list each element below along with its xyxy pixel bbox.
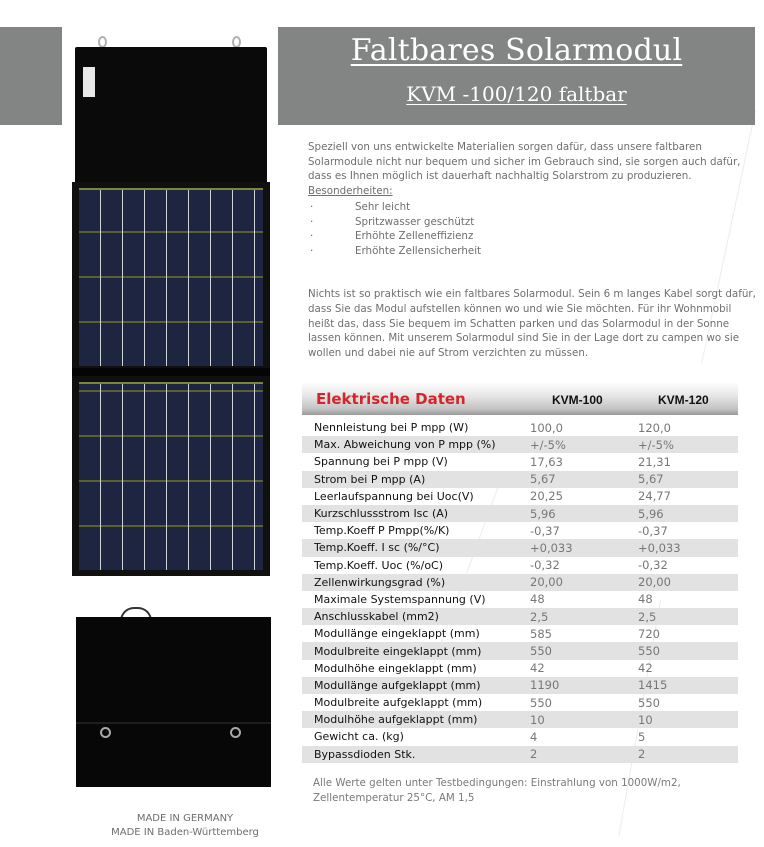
table-row (302, 436, 738, 453)
value-kvm100: 2,5 (530, 609, 549, 624)
value-kvm120: 48 (638, 592, 653, 607)
bag-ring-icon (230, 727, 241, 738)
row-label: Modulhöhe eingeklappt (mm) (314, 661, 477, 675)
page-title: Faltbares Solarmodul (350, 33, 683, 68)
table-row (302, 746, 738, 763)
column-header-kvm120: KVM-120 (658, 393, 709, 407)
description-paragraph: Nichts ist so praktisch wie ein faltbares Solarmodul. Sein 6 m langes Kabel sorgt dafür, dass Sie das Modul aufstellen können wo und wie Sie möchten. Für ihr Wohnmobil heißt das, dass Sie bequem im Schatten parken und das Solarmodul in der Sonne lassen können. Mit unserem Solarmodul sind Sie in der Lage dort zu campen wo sie wollen und dabei nie auf Strom verzichten zu müssen. (308, 288, 756, 360)
value-kvm120: 24,77 (638, 489, 671, 504)
table-row (302, 574, 738, 591)
table-row (302, 677, 738, 694)
table-row (302, 694, 738, 711)
solar-cells (79, 188, 263, 366)
value-kvm120: 550 (638, 644, 660, 659)
bag-fold-line (76, 722, 271, 724)
row-label: Nennleistung bei P mpp (W) (314, 421, 469, 435)
value-kvm100: 550 (530, 695, 552, 710)
table-header (302, 383, 738, 415)
features-list (308, 200, 758, 258)
value-kvm120: 21,31 (638, 454, 671, 469)
footnote: Alle Werte gelten unter Testbedingungen: Einstrahlung von 1000W/m2, Zellentemperatur 25°C, AM 1,5 (313, 777, 681, 804)
value-kvm120: +/-5% (638, 437, 674, 452)
table-row (302, 419, 738, 436)
value-kvm100: +/-5% (530, 437, 566, 452)
list-item: · Erhöhte Zellensicherheit (310, 244, 482, 257)
solar-panel-lower (72, 376, 270, 576)
value-kvm100: 10 (530, 712, 545, 727)
value-kvm100: 42 (530, 661, 545, 676)
row-label: Zellenwirkungsgrad (%) (314, 575, 446, 589)
value-kvm100: -0,32 (530, 558, 560, 573)
value-kvm120: 10 (638, 712, 653, 727)
row-label: Max. Abweichung von P mpp (%) (314, 438, 496, 452)
table-row (302, 625, 738, 642)
table-row (302, 471, 738, 488)
value-kvm100: +0,033 (530, 540, 573, 555)
value-kvm100: 17,63 (530, 454, 563, 469)
value-kvm120: 720 (638, 626, 660, 641)
value-kvm100: 5,96 (530, 506, 556, 521)
value-kvm120: -0,32 (638, 558, 668, 573)
row-label: Spannung bei P mpp (V) (314, 455, 448, 469)
row-label: Modullänge eingeklappt (mm) (314, 627, 480, 641)
row-label: Modulbreite eingeklappt (mm) (314, 644, 482, 658)
value-kvm100: 1190 (530, 678, 560, 693)
row-label: Leerlaufspannung bei Uoc(V) (314, 489, 474, 503)
made-in-germany: MADE IN GERMANY (136, 813, 234, 824)
product-image-unfolded (72, 32, 270, 577)
value-kvm120: 550 (638, 695, 660, 710)
made-in-caption (60, 812, 310, 840)
table-row (302, 591, 738, 608)
value-kvm100: 585 (530, 626, 552, 641)
table-row (302, 557, 738, 574)
value-kvm120: 42 (638, 661, 653, 676)
value-kvm120: 120,0 (638, 420, 671, 435)
table-row (302, 608, 738, 625)
value-kvm120: 5,96 (638, 506, 664, 521)
bullet-icon: · (310, 244, 314, 257)
bullet-icon: · (310, 201, 314, 213)
list-item: · Sehr leicht (310, 201, 411, 213)
value-kvm100: 4 (530, 729, 538, 744)
value-kvm100: -0,37 (530, 523, 560, 538)
intro-paragraph: Speziell von uns entwickelte Materialien sorgen dafür, dass unsere faltbaren Solarmodule nicht nur bequem und sicher im Gebrauch sind, sie sorgen auch dafür, dass es Ihnen möglich ist dauerhaft nachhaltig Solarstrom zu produzieren. (308, 141, 741, 182)
table-row (302, 488, 738, 505)
value-kvm120: -0,37 (638, 523, 668, 538)
bullet-icon: · (310, 215, 314, 228)
row-label: Anschlusskabel (mm2) (314, 610, 439, 624)
row-label: Gewicht ca. (kg) (314, 730, 404, 744)
row-label: Maximale Systemspannung (V) (314, 592, 486, 606)
value-kvm120: 5,67 (638, 472, 664, 487)
value-kvm120: 1415 (638, 678, 668, 693)
column-header-kvm100: KVM-100 (552, 393, 603, 407)
made-in-region: MADE IN Baden-Württemberg (111, 827, 259, 838)
bullet-icon: · (310, 230, 314, 242)
table-row (302, 505, 738, 522)
panel-cover-flap (75, 47, 267, 185)
row-label: Temp.Koeff. Uoc (%/oC) (314, 558, 444, 572)
value-kvm120: 2 (638, 747, 646, 762)
value-kvm120: 20,00 (638, 575, 671, 590)
value-kvm100: 2 (530, 747, 538, 762)
product-label-sticker (83, 67, 95, 97)
value-kvm120: 2,5 (638, 609, 657, 624)
table-title: Elektrische Daten (316, 390, 466, 408)
value-kvm100: 48 (530, 592, 545, 607)
list-item: · Erhöhte Zelleneffizienz (310, 230, 474, 242)
table-row (302, 642, 738, 659)
features-heading: Besonderheiten: (308, 184, 393, 197)
value-kvm100: 550 (530, 644, 552, 659)
header-bar-left (0, 27, 62, 125)
value-kvm100: 100,0 (530, 420, 563, 435)
value-kvm100: 5,67 (530, 472, 556, 487)
solar-panel-upper (72, 182, 270, 372)
table-row (302, 522, 738, 539)
bag-ring-icon (100, 727, 111, 738)
table-row (302, 711, 738, 728)
value-kvm100: 20,25 (530, 489, 563, 504)
header-bar (278, 27, 755, 125)
page-subtitle: KVM -100/120 faltbar (406, 82, 627, 106)
table-row (302, 539, 738, 556)
table-row (302, 453, 738, 470)
row-label: Strom bei P mpp (A) (314, 472, 426, 486)
value-kvm100: 20,00 (530, 575, 563, 590)
intro-section (308, 140, 758, 258)
list-item: · Spritzwasser geschützt (310, 215, 475, 228)
row-label: Modulhöhe aufgeklappt (mm) (314, 713, 478, 727)
table-row (302, 728, 738, 745)
value-kvm120: 5 (638, 729, 646, 744)
row-label: Temp.Koeff. I sc (%/°C) (314, 541, 440, 555)
row-label: Temp.Koeff P Pmpp(%/K) (314, 524, 450, 538)
row-label: Modulbreite aufgeklappt (mm) (314, 696, 483, 710)
row-label: Modullänge aufgeklappt (mm) (314, 678, 481, 692)
product-image-folded (76, 617, 271, 787)
specs-table (302, 419, 738, 763)
solar-cells (79, 382, 263, 570)
table-row (302, 660, 738, 677)
value-kvm120: +0,033 (638, 540, 681, 555)
row-label: Bypassdioden Stk. (314, 747, 416, 761)
row-label: Kurzschlussstrom Isc (A) (314, 507, 449, 521)
